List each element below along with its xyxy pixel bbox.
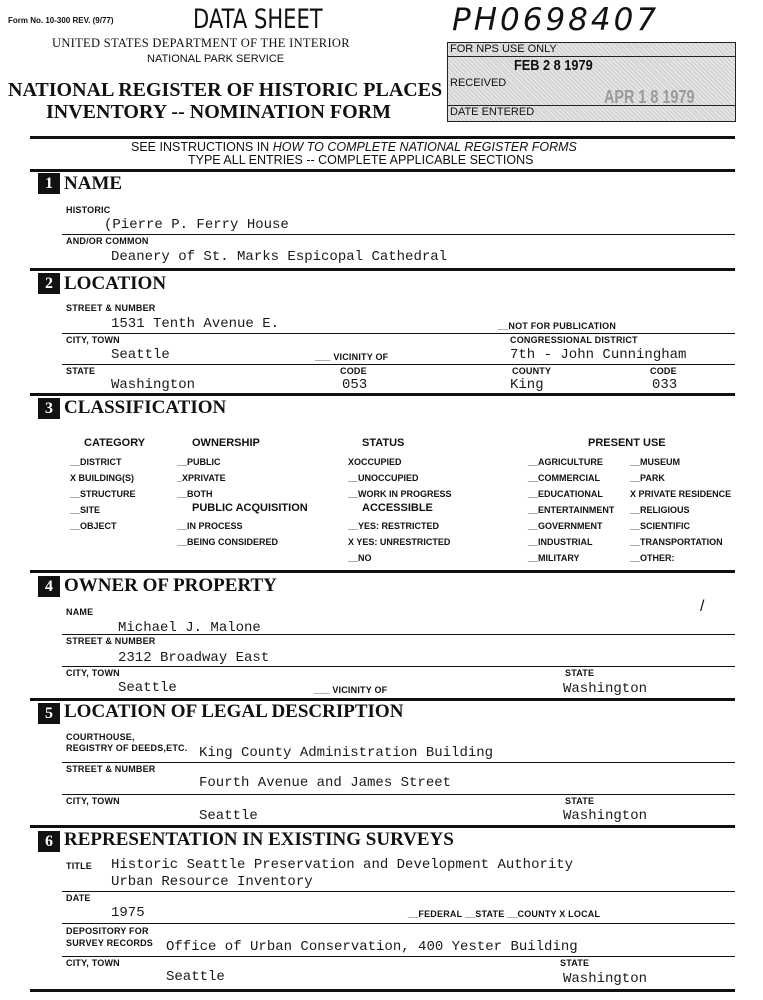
depository-label-2: SURVEY RECORDS — [66, 938, 153, 948]
present-use-option: __RELIGIOUS — [630, 505, 690, 515]
status-option: __WORK IN PROGRESS — [348, 489, 452, 499]
section-3-number: 3 — [38, 398, 60, 419]
present-use-option: __MILITARY — [528, 553, 580, 563]
location-street-label: STREET & NUMBER — [66, 303, 156, 313]
location-city-label: CITY, TOWN — [66, 335, 120, 345]
survey-state-label: STATE — [560, 958, 590, 968]
survey-title-line2: Urban Resource Inventory — [111, 874, 313, 890]
owner-name-value: Michael J. Malone — [118, 620, 261, 636]
category-option: __OBJECT — [70, 521, 117, 531]
present-use-option: __EDUCATIONAL — [528, 489, 603, 499]
depository-value: Office of Urban Conservation, 400 Yester Building — [166, 939, 578, 955]
location-county-label: COUNTY — [512, 366, 552, 376]
present-use-option: X PRIVATE RESIDENCE — [630, 489, 732, 499]
section-2-title: LOCATION — [64, 273, 167, 294]
owner-state-value: Washington — [563, 681, 648, 697]
owner-state-label: STATE — [565, 668, 595, 678]
survey-city-value: Seattle — [166, 969, 225, 985]
section-6-title: REPRESENTATION IN EXISTING SURVEYS — [64, 829, 454, 850]
historic-value: (Pierre P. Ferry House — [104, 217, 289, 233]
survey-title-line1: Historic Seattle Preservation and Development Authority — [111, 857, 574, 873]
legal-state-label: STATE — [565, 796, 595, 806]
form-title-line2: INVENTORY -- NOMINATION FORM — [46, 101, 392, 123]
survey-date-label: DATE — [66, 893, 91, 903]
present-use-option: __INDUSTRIAL — [528, 537, 593, 547]
instructions-line1: SEE INSTRUCTIONS IN HOW TO COMPLETE NATIONAL REGISTER FORMS — [131, 140, 577, 154]
received-stamp: FEB 2 8 1979 — [514, 57, 593, 74]
ownership-heading: OWNERSHIP — [192, 437, 260, 449]
accessible-option: __NO — [348, 553, 372, 563]
section-1-title: NAME — [64, 173, 123, 194]
section-2-number: 2 — [38, 273, 60, 294]
location-city-value: Seattle — [111, 347, 170, 363]
present-use-option: __OTHER: — [630, 553, 675, 563]
date-entered-stamp: APR 1 8 1979 — [604, 87, 695, 107]
present-use-option: __SCIENTIFIC — [630, 521, 691, 531]
section-3-title: CLASSIFICATION — [64, 397, 227, 418]
location-state-value: Washington — [111, 377, 196, 393]
registry-value: King County Administration Building — [199, 745, 494, 761]
accessible-heading: ACCESSIBLE — [362, 502, 433, 514]
accessible-option: X YES: UNRESTRICTED — [348, 537, 451, 547]
nps-use-only-box — [447, 42, 736, 122]
department-name: UNITED STATES DEPARTMENT OF THE INTERIOR — [52, 36, 350, 50]
location-vicinity: ___ VICINITY OF — [315, 352, 389, 362]
owner-city-label: CITY, TOWN — [66, 668, 120, 678]
survey-date-value: 1975 — [111, 905, 145, 921]
present-use-heading: PRESENT USE — [588, 437, 666, 449]
data-sheet-title: DATA SHEET — [193, 4, 323, 35]
section-1-number: 1 — [38, 173, 60, 194]
status-heading: STATUS — [362, 437, 405, 449]
location-code-label: CODE — [340, 366, 367, 376]
present-use-option: __PARK — [630, 473, 665, 483]
form-title-line1: NATIONAL REGISTER OF HISTORIC PLACES — [8, 79, 443, 101]
location-county-value: King — [510, 377, 544, 393]
legal-street-value: Fourth Avenue and James Street — [199, 775, 452, 791]
location-code-value: 053 — [342, 377, 368, 393]
category-option: __DISTRICT — [70, 457, 122, 467]
survey-levels: __FEDERAL __STATE __COUNTY X LOCAL — [408, 909, 601, 919]
category-heading: CATEGORY — [84, 437, 146, 449]
ownership-option: _XPRIVATE — [177, 473, 226, 483]
not-for-publication: __NOT FOR PUBLICATION — [498, 321, 617, 331]
common-label: AND/OR COMMON — [66, 236, 149, 246]
owner-city-value: Seattle — [118, 680, 177, 696]
owner-street-value: 2312 Broadway East — [118, 650, 270, 666]
historic-label: HISTORIC — [66, 205, 111, 215]
common-value: Deanery of St. Marks Espicopal Cathedral — [111, 249, 448, 265]
present-use-option: __ENTERTAINMENT — [528, 505, 615, 515]
owner-street-label: STREET & NUMBER — [66, 636, 156, 646]
ownership-option: __PUBLIC — [177, 457, 221, 467]
ownership-option: __BOTH — [177, 489, 213, 499]
category-option: __SITE — [70, 505, 101, 515]
form-number: Form No. 10-300 REV. (9/77) — [8, 16, 114, 25]
location-street-value: 1531 Tenth Avenue E. — [111, 316, 280, 332]
present-use-option: __GOVERNMENT — [528, 521, 603, 531]
congressional-label: CONGRESSIONAL DISTRICT — [510, 335, 638, 345]
acquisition-heading: PUBLIC ACQUISITION — [192, 502, 308, 514]
section-4-number: 4 — [38, 576, 60, 597]
present-use-option: __TRANSPORTATION — [630, 537, 723, 547]
present-use-option: __AGRICULTURE — [528, 457, 603, 467]
received-label: RECEIVED — [450, 77, 507, 89]
handwritten-reference: PH0698407 — [452, 2, 660, 38]
check-mark-icon: / — [700, 598, 705, 615]
present-use-option: __COMMERCIAL — [528, 473, 601, 483]
acquisition-option: __IN PROCESS — [177, 521, 243, 531]
courthouse-label: COURTHOUSE, — [66, 732, 135, 742]
location-code2-label: CODE — [650, 366, 677, 376]
registry-label: REGISTRY OF DEEDS,ETC. — [66, 743, 188, 753]
location-code2-value: 033 — [652, 377, 678, 393]
location-state-label: STATE — [66, 366, 96, 376]
acquisition-option: __BEING CONSIDERED — [177, 537, 279, 547]
legal-state-value: Washington — [563, 808, 648, 824]
section-6-number: 6 — [38, 831, 60, 852]
survey-title-label: TITLE — [66, 861, 92, 871]
nps-use-only-label: FOR NPS USE ONLY — [450, 43, 557, 55]
present-use-option: __MUSEUM — [630, 457, 681, 467]
accessible-option: __YES: RESTRICTED — [348, 521, 440, 531]
congressional-value: 7th - John Cunningham — [510, 347, 687, 363]
owner-name-label: NAME — [66, 607, 94, 617]
survey-state-value: Washington — [563, 971, 648, 987]
status-option: __UNOCCUPIED — [348, 473, 419, 483]
category-option: X BUILDING(S) — [70, 473, 134, 483]
owner-vicinity: ___ VICINITY OF — [314, 685, 388, 695]
status-option: XOCCUPIED — [348, 457, 402, 467]
legal-city-label: CITY, TOWN — [66, 796, 120, 806]
legal-street-label: STREET & NUMBER — [66, 764, 156, 774]
instructions-line2: TYPE ALL ENTRIES -- COMPLETE APPLICABLE SECTIONS — [188, 153, 534, 167]
section-5-number: 5 — [38, 703, 60, 724]
section-5-title: LOCATION OF LEGAL DESCRIPTION — [64, 701, 404, 722]
service-name: NATIONAL PARK SERVICE — [147, 53, 285, 65]
survey-city-label: CITY, TOWN — [66, 958, 120, 968]
date-entered-label: DATE ENTERED — [450, 106, 535, 118]
category-option: __STRUCTURE — [70, 489, 136, 499]
legal-city-value: Seattle — [199, 808, 258, 824]
section-4-title: OWNER OF PROPERTY — [64, 575, 277, 596]
depository-label-1: DEPOSITORY FOR — [66, 926, 149, 936]
